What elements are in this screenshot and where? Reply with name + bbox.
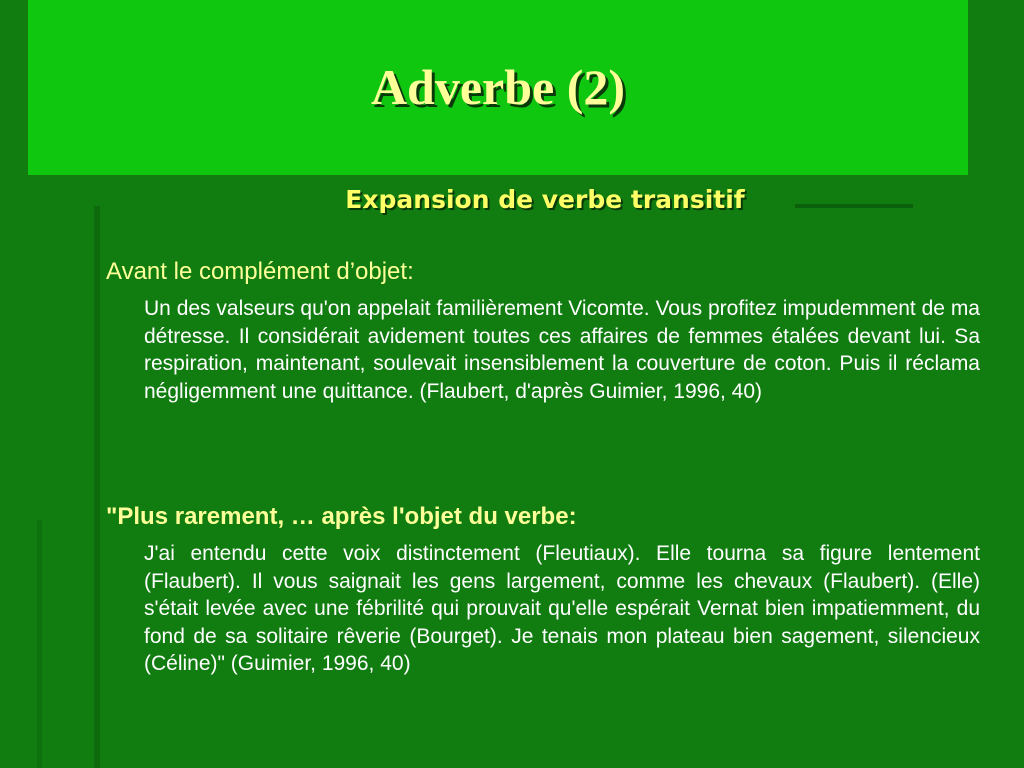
decorative-bar-vertical-left — [37, 520, 42, 768]
section-heading-before-object: Avant le complément d’objet: — [106, 258, 414, 285]
decorative-bar-vertical — [94, 206, 100, 768]
section-text-after-object: J'ai entendu cette voix distinctement (Fleutiaux). Elle tourna sa figure lentement (Flaubert). Il vous saignait les gens largement, comme les chevaux (Flaubert). (Elle) s'était levée avec une fébrilité qui prouvait qu'elle espérait Vernat bien impatiemment, du fond de sa solitaire rêverie (Bourget). Je tenais mon plateau bien sagement, silencieux (Céline)" (Guimier, 1996, 40) — [144, 542, 980, 675]
slide-subtitle: Expansion de verbe transitif — [345, 185, 745, 214]
slide-title: Adverbe (2) — [370, 59, 626, 115]
section-heading-after-object: "Plus rarement, … après l'objet du verbe: — [106, 503, 577, 530]
section-text-before-object: Un des valseurs qu'on appelait familièrement Vicomte. Vous profitez impudemment de ma détresse. Il considérait avidement toutes ces affaires de femmes étalées devant lui. Sa respiration, maintenant, soulevait insensiblement la couverture de coton. Puis il réclama négligemment une quittance. (Flaubert, d'après Guimier, 1996, 40) — [144, 297, 980, 403]
